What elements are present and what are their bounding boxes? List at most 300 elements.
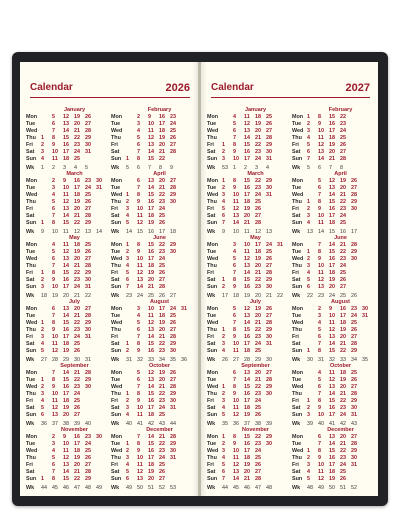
date-cell: 6 <box>126 476 129 482</box>
week-number: 41 <box>137 421 143 427</box>
date-cell <box>85 398 96 405</box>
date-cell: 3 <box>41 391 44 397</box>
date-cell <box>222 377 233 384</box>
day-row <box>292 242 373 249</box>
date-cell: 27 <box>266 263 272 269</box>
date-cell: 10 <box>233 398 239 404</box>
date-cell: 18 <box>244 348 250 354</box>
date-cell: 9 <box>318 455 321 461</box>
date-cell: 22 <box>159 341 165 347</box>
day-label: Fri <box>292 206 299 212</box>
page-2027 <box>201 62 378 496</box>
month-name: August <box>331 299 350 305</box>
date-cell: 6 <box>41 412 44 418</box>
date-cell: 13 <box>63 306 69 312</box>
day-row <box>292 405 373 412</box>
date-cell <box>266 448 277 455</box>
date-cell: 22 <box>74 135 80 141</box>
date-cell: 14 <box>148 384 154 390</box>
date-cell: 28 <box>351 391 357 397</box>
date-cell: 30 <box>85 142 91 148</box>
date-cell: 2 <box>126 249 129 255</box>
date-cell: 21 <box>244 220 250 226</box>
date-cell: 1 <box>222 178 225 184</box>
week-number: 30 <box>307 357 313 363</box>
day-row <box>207 249 288 256</box>
months-grid <box>207 106 373 490</box>
date-cell: 24 <box>159 256 165 262</box>
day-label: Wed <box>207 192 219 198</box>
day-label: Sat <box>207 213 216 219</box>
week-number: 20 <box>63 293 69 299</box>
day-row <box>26 206 107 213</box>
date-cell: 9 <box>233 334 236 340</box>
date-cell: 12 <box>63 114 69 120</box>
day-row <box>111 220 192 227</box>
date-cell: 1 <box>41 476 44 482</box>
day-label: Thu <box>207 455 217 461</box>
day-label: Sun <box>111 284 122 290</box>
date-cell: 17 <box>159 121 165 127</box>
date-cell: 11 <box>52 156 58 162</box>
day-row <box>111 441 192 448</box>
date-cell: 7 <box>137 149 140 155</box>
day-row <box>292 377 373 384</box>
day-row <box>207 284 288 291</box>
day-label: Thu <box>207 327 217 333</box>
day-row <box>207 313 288 320</box>
week-number: 17 <box>351 229 357 235</box>
date-cell <box>126 313 137 320</box>
date-cell: 27 <box>340 284 346 290</box>
date-cell: 14 <box>329 242 335 248</box>
day-label: Tue <box>207 185 217 191</box>
date-cell: 7 <box>137 384 140 390</box>
date-cell: 28 <box>351 341 357 347</box>
date-cell: 2 <box>137 114 140 120</box>
day-row <box>292 412 373 419</box>
day-label: Mon <box>26 306 38 312</box>
date-cell: 16 <box>244 284 250 290</box>
date-cell <box>96 455 107 462</box>
date-cell: 18 <box>159 128 165 134</box>
date-cell: 14 <box>233 476 239 482</box>
day-row <box>207 434 288 441</box>
date-cell: 16 <box>148 398 154 404</box>
date-cell: 23 <box>351 306 357 312</box>
week-label: Wk <box>292 229 301 235</box>
date-cell: 5 <box>318 178 321 184</box>
date-cell: 4 <box>307 270 310 276</box>
date-cell: 31 <box>266 192 272 198</box>
date-cell: 8 <box>137 156 140 162</box>
day-label: Sun <box>111 156 122 162</box>
date-cell <box>307 434 318 441</box>
date-cell: 11 <box>233 405 239 411</box>
date-cell: 11 <box>233 348 239 354</box>
date-cell: 11 <box>63 242 69 248</box>
day-label: Sun <box>26 220 37 226</box>
date-cell <box>96 206 107 213</box>
day-row <box>111 142 192 149</box>
date-cell: 4 <box>126 263 129 269</box>
date-cell: 14 <box>148 334 154 340</box>
date-cell: 11 <box>318 220 324 226</box>
month-name: January <box>244 107 267 113</box>
week-number: 45 <box>52 485 58 491</box>
date-cell <box>170 469 181 476</box>
date-cell: 5 <box>52 249 55 255</box>
date-cell: 6 <box>137 142 140 148</box>
day-label: Tue <box>207 441 217 447</box>
date-cell: 1 <box>222 327 225 333</box>
date-cell: 26 <box>351 178 357 184</box>
date-cell: 10 <box>63 185 69 191</box>
date-cell: 5 <box>126 270 129 276</box>
date-cell: 21 <box>74 128 80 134</box>
date-cell: 8 <box>137 441 140 447</box>
day-label: Mon <box>26 242 38 248</box>
date-cell <box>126 306 137 313</box>
date-cell: 26 <box>170 135 176 141</box>
date-cell <box>181 348 192 355</box>
day-label: Fri <box>207 334 214 340</box>
date-cell: 15 <box>329 249 335 255</box>
date-cell: 25 <box>340 220 346 226</box>
date-cell: 26 <box>255 206 261 212</box>
date-cell: 5 <box>307 142 310 148</box>
date-cell: 13 <box>148 327 154 333</box>
date-cell: 6 <box>318 434 321 440</box>
date-cell <box>307 441 318 448</box>
day-label: Sat <box>292 213 301 219</box>
date-cell: 13 <box>52 412 58 418</box>
date-cell: 4 <box>222 199 225 205</box>
day-row <box>111 384 192 391</box>
month-name: October <box>329 363 352 369</box>
week-number: 30 <box>266 357 272 363</box>
date-cell: 16 <box>244 391 250 397</box>
day-row <box>207 263 288 270</box>
month-block <box>26 106 107 171</box>
week-label: Wk <box>26 485 35 491</box>
date-cell: 25 <box>340 135 346 141</box>
date-cell: 30 <box>266 185 272 191</box>
date-cell: 20 <box>244 213 250 219</box>
day-label: Mon <box>292 306 304 312</box>
date-cell: 16 <box>159 114 165 120</box>
day-label: Sat <box>292 149 301 155</box>
day-label: Sat <box>292 469 301 475</box>
page-year: 2027 <box>345 82 370 94</box>
week-number: 45 <box>233 485 239 491</box>
date-cell: 11 <box>52 398 58 404</box>
date-cell: 15 <box>63 220 69 226</box>
date-cell: 22 <box>255 277 261 283</box>
day-row <box>111 341 192 348</box>
date-cell <box>41 185 52 192</box>
day-label: Wed <box>111 256 123 262</box>
date-cell: 27 <box>340 149 346 155</box>
date-cell <box>41 114 52 121</box>
date-cell: 17 <box>329 412 335 418</box>
date-cell: 28 <box>170 185 176 191</box>
week-number: 38 <box>63 421 69 427</box>
day-label: Fri <box>26 270 33 276</box>
week-number: 49 <box>96 485 102 491</box>
date-cell: 23 <box>340 121 346 127</box>
week-number: 4 <box>74 165 77 171</box>
day-row <box>207 149 288 156</box>
date-cell: 10 <box>233 192 239 198</box>
day-label: Sun <box>111 412 122 418</box>
date-cell: 11 <box>244 249 250 255</box>
date-cell <box>307 178 318 185</box>
date-cell: 5 <box>222 206 225 212</box>
date-cell: 17 <box>329 462 335 468</box>
date-cell: 9 <box>137 199 140 205</box>
month-name: June <box>153 235 166 241</box>
date-cell <box>351 277 362 284</box>
day-label: Mon <box>292 370 304 376</box>
date-cell: 30 <box>170 199 176 205</box>
date-cell: 26 <box>74 348 80 354</box>
date-cell: 17 <box>244 156 250 162</box>
week-number: 33 <box>148 357 154 363</box>
date-cell: 31 <box>85 149 91 155</box>
date-cell: 23 <box>255 441 261 447</box>
date-cell: 20 <box>244 469 250 475</box>
day-row <box>26 284 107 291</box>
date-cell: 7 <box>52 469 55 475</box>
date-cell: 10 <box>329 313 335 319</box>
date-cell: 20 <box>148 476 154 482</box>
date-cell: 23 <box>74 142 80 148</box>
date-cell: 28 <box>170 434 176 440</box>
date-cell: 12 <box>329 327 335 333</box>
day-label: Fri <box>111 270 118 276</box>
date-cell: 31 <box>170 455 176 461</box>
week-number: 16 <box>340 229 346 235</box>
date-cell: 19 <box>255 256 261 262</box>
month-block <box>26 362 107 427</box>
day-row <box>207 121 288 128</box>
week-label: Wk <box>292 421 301 427</box>
date-cell: 12 <box>329 377 335 383</box>
date-cell: 8 <box>52 270 55 276</box>
date-cell: 5 <box>233 306 236 312</box>
day-row <box>207 462 288 469</box>
date-cell: 18 <box>74 192 80 198</box>
day-row <box>26 313 107 320</box>
week-number: 39 <box>266 421 272 427</box>
day-label: Wed <box>111 128 123 134</box>
day-label: Mon <box>207 370 219 376</box>
month-block <box>111 298 192 363</box>
day-row <box>111 213 192 220</box>
week-number: 38 <box>255 421 261 427</box>
week-number: 26 <box>159 293 165 299</box>
date-cell: 6 <box>222 213 225 219</box>
date-cell: 30 <box>266 149 272 155</box>
day-row <box>207 242 288 249</box>
day-label: Fri <box>207 462 214 468</box>
day-label: Sat <box>26 341 35 347</box>
date-cell <box>96 476 107 483</box>
date-cell: 18 <box>244 405 250 411</box>
date-cell <box>41 455 52 462</box>
page-2026 <box>20 62 198 496</box>
date-cell: 13 <box>63 462 69 468</box>
week-number: 36 <box>233 421 239 427</box>
week-number: 53 <box>170 485 176 491</box>
date-cell: 7 <box>52 263 55 269</box>
date-cell: 18 <box>329 270 335 276</box>
day-row <box>111 135 192 142</box>
day-label: Thu <box>26 455 36 461</box>
date-cell: 20 <box>74 121 80 127</box>
date-cell: 15 <box>244 277 250 283</box>
date-cell <box>41 121 52 128</box>
date-cell: 29 <box>170 242 176 248</box>
date-cell <box>170 412 181 419</box>
date-cell: 22 <box>340 114 346 120</box>
date-cell <box>126 434 137 441</box>
week-number: 10 <box>52 229 58 235</box>
week-number: 3 <box>255 165 258 171</box>
week-row <box>292 485 373 492</box>
date-cell <box>266 206 277 213</box>
day-row <box>26 448 107 455</box>
date-cell: 7 <box>318 391 321 397</box>
date-cell: 26 <box>159 220 165 226</box>
date-cell: 12 <box>329 178 335 184</box>
date-cell: 26 <box>85 114 91 120</box>
week-number: 42 <box>340 421 346 427</box>
week-number: 14 <box>318 229 324 235</box>
day-row <box>207 377 288 384</box>
date-cell: 3 <box>307 412 310 418</box>
month-block <box>111 106 192 171</box>
date-cell: 16 <box>148 348 154 354</box>
day-label: Fri <box>207 398 214 404</box>
date-cell: 16 <box>74 434 80 440</box>
day-row <box>207 370 288 377</box>
date-cell: 29 <box>85 377 91 383</box>
date-cell: 3 <box>233 242 236 248</box>
date-cell: 14 <box>329 391 335 397</box>
day-label: Mon <box>111 434 123 440</box>
week-number: 31 <box>318 357 324 363</box>
week-number: 6 <box>137 165 140 171</box>
date-cell: 14 <box>244 377 250 383</box>
day-label: Sat <box>111 213 120 219</box>
date-cell: 20 <box>340 384 346 390</box>
week-number: 2 <box>52 165 55 171</box>
date-cell: 22 <box>340 448 346 454</box>
date-cell <box>362 327 373 334</box>
date-cell: 15 <box>148 242 154 248</box>
day-row <box>26 391 107 398</box>
date-cell: 4 <box>318 320 321 326</box>
week-row <box>111 485 192 492</box>
date-cell: 13 <box>148 377 154 383</box>
week-number: 41 <box>329 421 335 427</box>
date-cell: 10 <box>148 306 154 312</box>
date-cell: 23 <box>340 206 346 212</box>
day-row <box>292 327 373 334</box>
date-cell: 12 <box>137 220 143 226</box>
day-label: Tue <box>292 377 302 383</box>
week-number: 19 <box>244 293 250 299</box>
date-cell: 17 <box>244 192 250 198</box>
day-label: Thu <box>111 199 121 205</box>
day-label: Mon <box>111 370 123 376</box>
date-cell: 18 <box>63 398 69 404</box>
date-cell: 2 <box>41 384 44 390</box>
week-label: Wk <box>207 165 216 171</box>
week-number: 25 <box>148 293 154 299</box>
date-cell: 22 <box>159 441 165 447</box>
date-cell: 20 <box>159 178 165 184</box>
date-cell <box>170 284 181 291</box>
month-name: October <box>148 363 171 369</box>
day-row <box>26 114 107 121</box>
day-label: Mon <box>292 178 304 184</box>
date-cell: 14 <box>63 263 69 269</box>
date-cell: 16 <box>148 199 154 205</box>
day-row <box>207 306 288 313</box>
date-cell: 14 <box>148 185 154 191</box>
date-cell: 3 <box>126 405 129 411</box>
day-label: Sat <box>26 277 35 283</box>
date-cell <box>126 370 137 377</box>
date-cell <box>266 462 277 469</box>
date-cell <box>126 128 137 135</box>
week-number: 5 <box>126 165 129 171</box>
date-cell: 13 <box>148 178 154 184</box>
date-cell <box>222 313 233 320</box>
month-block <box>292 234 373 299</box>
date-cell: 6 <box>52 256 55 262</box>
day-label: Sat <box>111 341 120 347</box>
date-cell: 16 <box>329 256 335 262</box>
date-cell: 1 <box>126 192 129 198</box>
date-cell: 1 <box>307 348 310 354</box>
day-row <box>26 341 107 348</box>
date-cell <box>126 377 137 384</box>
date-cell: 21 <box>255 135 261 141</box>
day-row <box>26 142 107 149</box>
date-cell <box>170 256 181 263</box>
day-row <box>292 199 373 206</box>
day-row <box>26 121 107 128</box>
date-cell: 10 <box>233 341 239 347</box>
day-label: Thu <box>207 391 217 397</box>
date-cell: 15 <box>329 114 335 120</box>
day-row <box>111 156 192 163</box>
date-cell: 13 <box>244 370 250 376</box>
date-cell: 19 <box>148 270 154 276</box>
week-number: 8 <box>340 165 343 171</box>
date-cell: 15 <box>148 391 154 397</box>
date-cell: 29 <box>266 277 272 283</box>
date-cell: 27 <box>85 462 91 468</box>
date-cell: 26 <box>255 462 261 468</box>
week-number: 27 <box>41 357 47 363</box>
day-label: Tue <box>111 249 121 255</box>
date-cell: 9 <box>233 185 236 191</box>
